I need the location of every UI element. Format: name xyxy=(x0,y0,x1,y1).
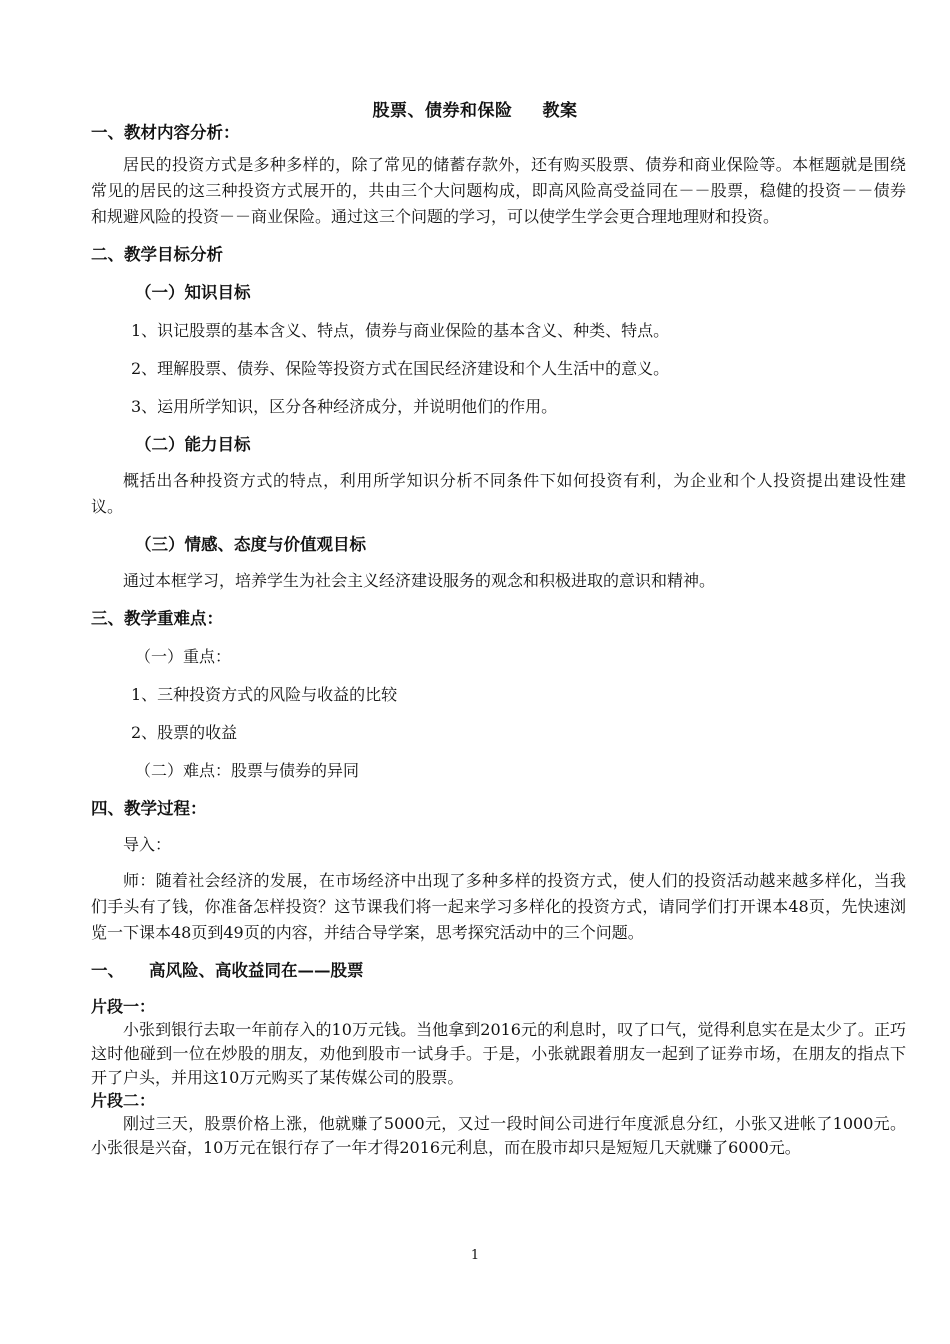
section-2-sub-values: （三）情感、态度与价值观目标 xyxy=(135,535,366,554)
part-1-heading xyxy=(91,958,906,984)
fragment-1-text: 小张到银行去取一年前存入的10万元钱。当他拿到2016元的利息时，叹了口气，觉得利息实在是太少了。正巧这时他碰到一位在炒股的朋友，劝他到股市一试身手。于是，小张就跟着朋友一起到了证券市场，在朋友的指点下开了户头，并用这10万元购买了某传媒公司的股票。 xyxy=(91,1020,906,1087)
section-3-item-1: 1、三种投资方式的风险与收益的比较 xyxy=(131,685,398,704)
section-4-intro-paragraph: 师：随着社会经济的发展，在市场经济中出现了多种多样的投资方式，使人们的投资活动越来越多样化，当我们手头有了钱，你准备怎样投资？这节课我们将一起来学习多样化的投资方式，请同学们打开课本48页，先快速浏览一下课本48页到49页的内容，并结合导学案，思考探究活动中的三个问题。 xyxy=(91,871,906,942)
section-2-sub-ability: （二）能力目标 xyxy=(135,435,251,454)
section-2-item-3: 3、运用所学知识，区分各种经济成分，并说明他们的作用。 xyxy=(131,397,558,416)
section-2-heading: 二、教学目标分析 xyxy=(91,245,223,264)
part-1-number: 一、 xyxy=(91,961,124,980)
section-1-heading: 一、教材内容分析： xyxy=(91,123,240,142)
section-3-heading: 三、教学重难点： xyxy=(91,609,223,628)
fragment-1-label: 片段一： xyxy=(91,997,156,1016)
part-1-title: 高风险、高收益同在——股票 xyxy=(149,961,364,980)
title-suffix: 教案 xyxy=(542,101,578,121)
section-2-item-2: 2、理解股票、债券、保险等投资方式在国民经济建设和个人生活中的意义。 xyxy=(131,359,670,378)
section-2-values-paragraph: 通过本框学习，培养学生为社会主义经济建设服务的观念和积极进取的意识和精神。 xyxy=(123,571,716,590)
section-3-item-2: 2、股票的收益 xyxy=(131,723,238,742)
fragment-2-label: 片段二： xyxy=(91,1091,156,1110)
section-3-sub-difficulty: （二）难点：股票与债券的异同 xyxy=(135,761,360,780)
section-3-sub-key: （一）重点： xyxy=(135,647,232,666)
document-title xyxy=(0,96,950,121)
section-4-heading: 四、教学过程： xyxy=(91,799,207,818)
title-main: 股票、债券和保险 xyxy=(372,101,513,121)
section-2-item-1: 1、识记股票的基本含义、特点，债券与商业保险的基本含义、种类、特点。 xyxy=(131,321,670,340)
section-2-sub-knowledge: （一）知识目标 xyxy=(135,283,251,302)
page-number: 1 xyxy=(470,1248,480,1263)
section-4-intro-label: 导入： xyxy=(123,835,172,854)
document-body xyxy=(91,120,906,1160)
section-2-ability-paragraph: 概括出各种投资方式的特点，利用所学知识分析不同条件下如何投资有利，为企业和个人投资提出建设性建议。 xyxy=(91,471,906,516)
section-1-paragraph: 居民的投资方式是多种多样的，除了常见的储蓄存款外，还有购买股票、债券和商业保险等。本框题就是围绕常见的居民的这三种投资方式展开的，共由三个大问题构成，即高风险高受益同在－－股票，稳健的投资－－债券和规避风险的投资－－商业保险。通过这三个问题的学习，可以使学生学会更合理地理财和投资。 xyxy=(91,155,906,226)
fragment-2-text: 刚过三天，股票价格上涨，他就赚了5000元，又过一段时间公司进行年度派息分红，小张又进帐了1000元。小张很是兴奋，10万元在银行存了一年才得2016元利息，而在股市却只是短短几天就赚了6000元。 xyxy=(91,1114,906,1157)
